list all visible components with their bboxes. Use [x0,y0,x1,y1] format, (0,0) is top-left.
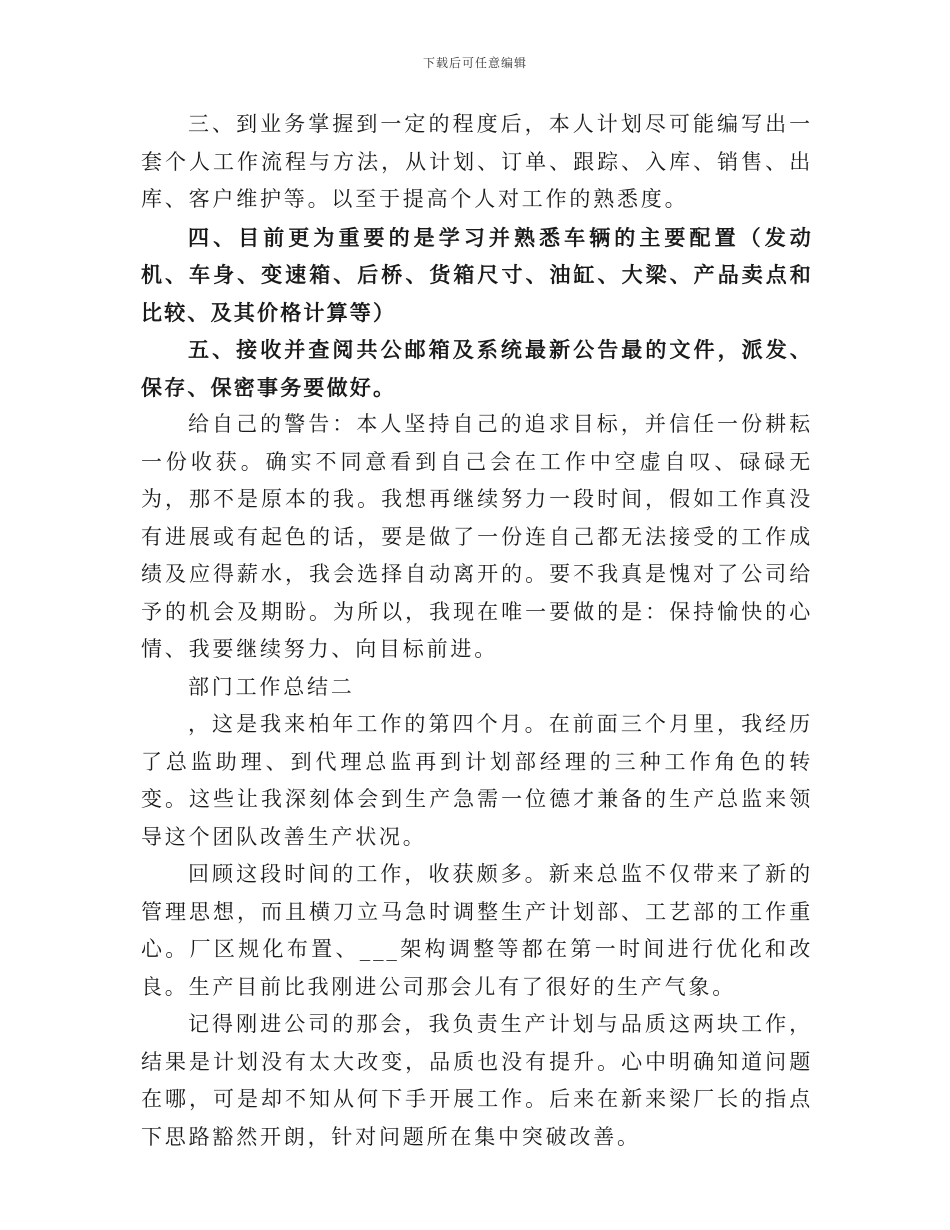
page-header: 下载后可任意编辑 [422,56,527,70]
section-heading: 部门工作总结二 [188,674,355,699]
paragraph-mailbox: 五、接收并查阅共公邮箱及系统最新公告最的文件，派发、保存、保密事务要做好。 [141,337,813,400]
paragraph-memory: 记得刚进公司的那会，我负责生产计划与品质这两块工作，结果是计划没有太大改变，品质也没有提升。心中明确知道问题在哪，可是却不知从何下手开展工作。后来在新来梁厂长的指点下思路豁然开朗，针对问题所在集中突破改善。 [141,1012,813,1149]
paragraph-self-warning: 给自己的警告：本人坚持自己的追求目标，并信任一份耕耘一份收获。确实不同意看到自己会在工作中空虚自叹、碌碌无为，那不是原本的我。我想再继续努力一段时间，假如工作真没有进展或有起色的话，要是做了一份连自己都无法接受的工作成绩及应得薪水，我会选择自动离开的。要不我真是愧对了公司给予的机会及期盼。为所以，我现在唯一要做的是：保持愉快的心情、我要继续努力、向目标前进。 [141,412,813,661]
paragraph-vehicle-config: 四、目前更为重要的是学习并熟悉车辆的主要配置（发动机、车身、变速箱、后桥、货箱尺寸、油缸、大梁、产品卖点和比较、及其价格计算等） [141,224,813,325]
paragraph-review: 回顾这段时间的工作，收获颇多。新来总监不仅带来了新的管理思想，而且横刀立马急时调整生产计划部、工艺部的工作重心。厂区规化布置、___架构调整等都在第一时间进行优化和改良。生产目前比我刚进公司那会儿有了很好的生产气象。 [141,862,813,999]
paragraph-plan-workflow: 三、到业务掌握到一定的程度后，本人计划尽可能编写出一套个人工作流程与方法，从计划、订单、跟踪、入库、销售、出库、客户维护等。以至于提高个人对工作的熟悉度。 [141,112,813,211]
paragraph-fourth-month: ，这是我来柏年工作的第四个月。在前面三个月里，我经历了总监助理、到代理总监再到计划部经理的三种工作角色的转变。这些让我深刻体会到生产急需一位德才兼备的生产总监来领导这个团队改善生产状况。 [141,712,813,849]
document-body [141,106,813,1156]
